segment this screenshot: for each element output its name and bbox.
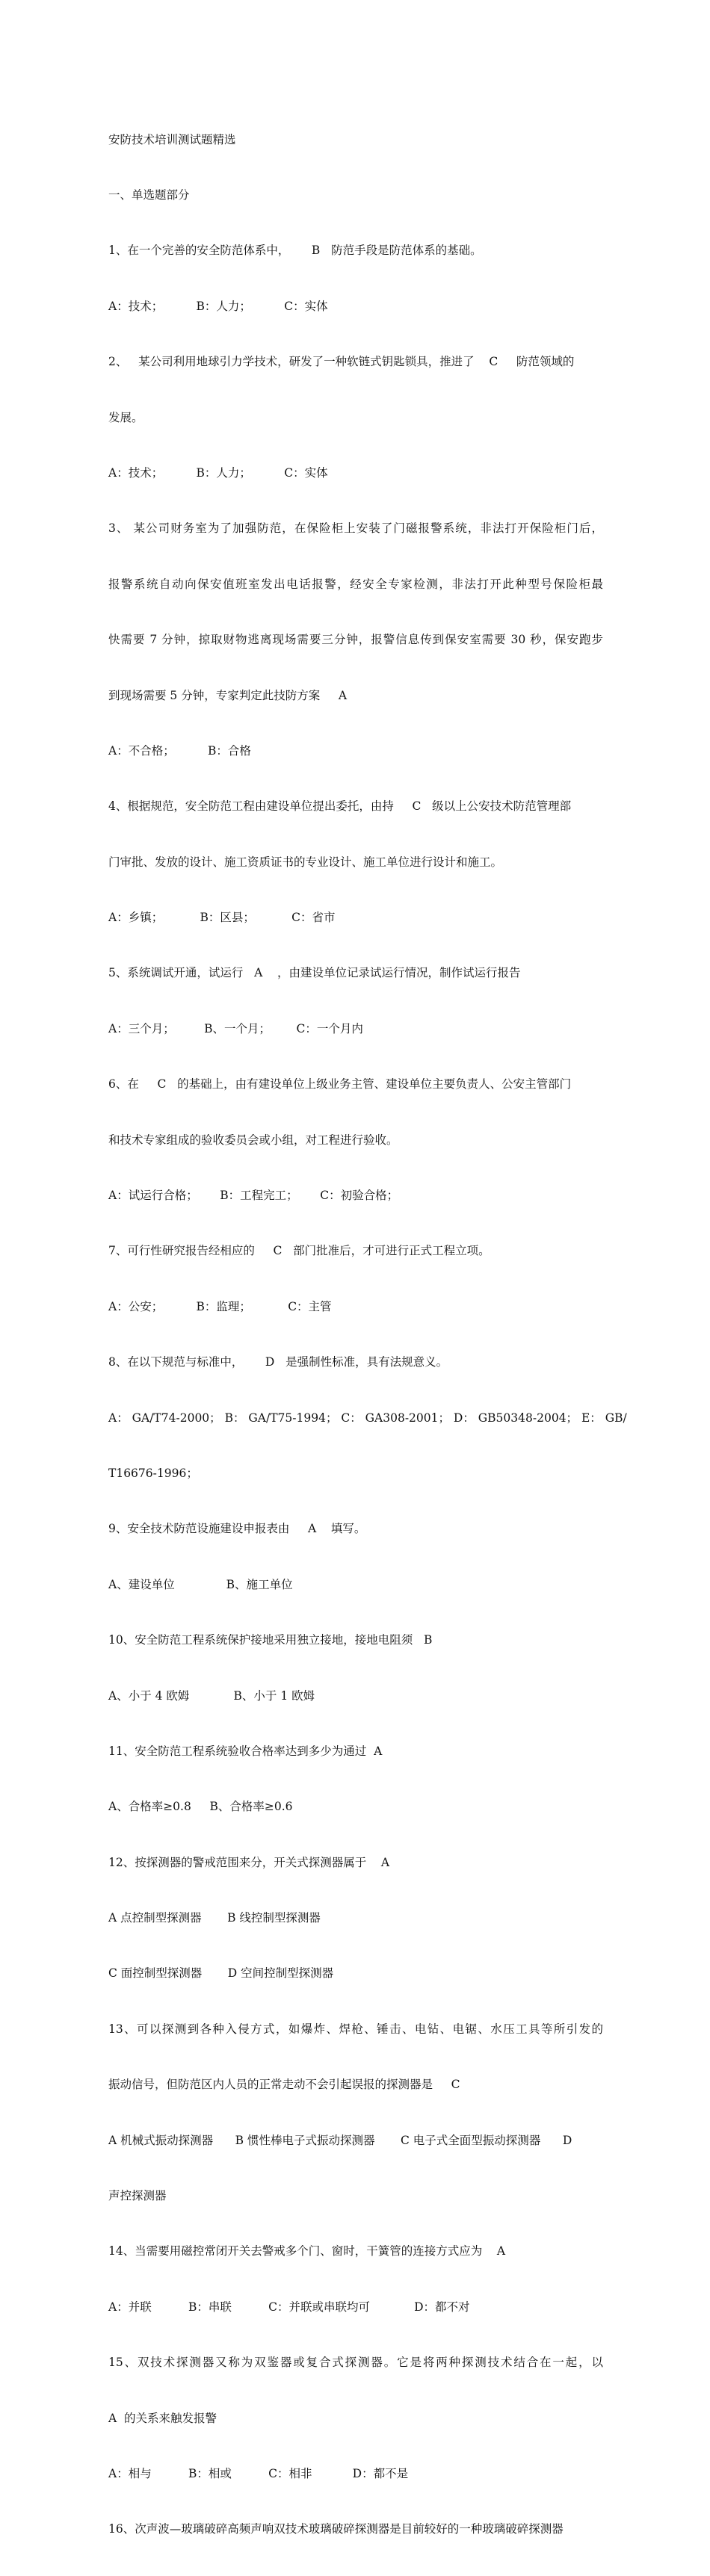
question-line: 和技术专家组成的验收委员会或小组，对工程进行验收。 [108,1133,398,1147]
section-heading: 一、单选题部分 [108,188,190,202]
options-line: A：三个月； B、一个月； C：一个月内 [108,1021,363,1035]
question-line: 1、在一个完善的安全防范体系中， B 防范手段是防范体系的基础。 [108,244,482,258]
document-body [108,93,627,2576]
question-line: 6、在 C 的基础上，由有建设单位上级业务主管、建设单位主要负责人、公安主管部门 [108,1077,572,1092]
options-line: A：乡镇； B：区县； C：省市 [108,911,336,925]
question-line: 10、安全防范工程系统保护接地采用独立接地，接地电阻须 B [108,1633,433,1647]
options-line: A：试运行合格； B：工程完工； C：初验合格； [108,1189,399,1203]
options-line: T16676-1996； [108,1466,198,1480]
question-line: 3、 某公司财务室为了加强防范，在保险柜上安装了门磁报警系统，非法打开保险柜门后， [108,521,603,536]
options-line: A： GA/T74-2000； B： GA/T75-1994； C： GA308-2001； D： GB50348-2004； E： GB/ [108,1411,627,1425]
options-line: A、合格率≥0.8 B、合格率≥0.6 [108,1800,293,1814]
options-line: A：相与 B：相或 C：相非 D：都不是 [108,2467,409,2480]
options-line: A 点控制型探测器 B 线控制型探测器 [108,1911,321,1925]
question-line: 8、在以下规范与标准中， D 是强制性标准，具有法规意义。 [108,1355,448,1369]
options-line: A：并联 B：串联 C：并联或串联均可 D：都不对 [108,2300,470,2314]
question-line: 13、可以探测到各种入侵方式，如爆炸、焊枪、锤击、电钻、电锯、水压工具等所引发的 [108,2022,603,2036]
question-line: 14、当需要用磁控常闭开关去警戒多个门、窗时，干簧管的连接方式应为 A [108,2244,506,2258]
question-line: 报警系统自动向保安值班室发出电话报警，经安全专家检测，非法打开此种型号保险柜最 [108,577,603,591]
question-line: 2、 某公司利用地球引力学技术，研发了一种软链式钥匙锁具，推进了 C 防范领域的 [108,355,575,369]
options-line: A、小于 4 欧姆 B、小于 1 欧姆 [108,1688,315,1703]
question-line: 到现场需要 5 分钟，专家判定此技防方案 A [108,688,348,702]
question-line: 7、可行性研究报告经相应的 C 部门批准后，才可进行正式工程立项。 [108,1244,490,1258]
document-title: 安防技术培训测试题精选 [108,132,236,146]
options-line: A、建设单位 B、施工单位 [108,1577,293,1591]
question-line: 快需要 7 分钟，掠取财物逃离现场需要三分钟，报警信息传到保安室需要 30 秒，保安跑步 [108,633,603,647]
options-line: A：技术； B：人力； C：实体 [108,299,328,313]
options-line: A：技术； B：人力； C：实体 [108,465,328,480]
question-line: 15、双技术探测器又称为双鉴器或复合式探测器。它是将两种探测技术结合在一起，以 [108,2356,603,2370]
question-line: 9、安全技术防范设施建设申报表由 A 填写。 [108,1522,366,1536]
options-line: C 面控制型探测器 D 空间控制型探测器 [108,1966,334,1981]
question-line: 11、安全防范工程系统验收合格率达到多少为通过 A [108,1744,383,1758]
question-line: 5、系统调试开通，试运行 A ，由建设单位记录试运行情况，制作试运行报告 [108,966,521,980]
question-line: 门审批、发放的设计、施工资质证书的专业设计、施工单位进行设计和施工。 [108,855,503,869]
question-line: 4、根据规范，安全防范工程由建设单位提出委托，由持 C 级以上公安技术防范管理部 [108,799,572,814]
question-line: 16、次声波—玻璃破碎高频声响双技术玻璃破碎探测器是目前较好的一种玻璃破碎探测器 [108,2522,564,2536]
question-line: 振动信号，但防范区内人员的正常走动不会引起误报的探测器是 C [108,2078,460,2092]
options-line: A：公安； B：监理； C：主管 [108,1299,332,1313]
question-line: A 的关系来触发报警 [108,2411,217,2425]
question-line: 12、按探测器的警戒范围来分，开关式探测器属于 A [108,1855,390,1869]
options-line: A：不合格； B：合格 [108,743,251,758]
question-line: 发展。 [108,410,143,424]
options-line: A 机械式振动探测器 B 惯性棒电子式振动探测器 C 电子式全面型振动探测器 D [108,2133,572,2147]
options-line: 声控探测器 [108,2189,167,2203]
